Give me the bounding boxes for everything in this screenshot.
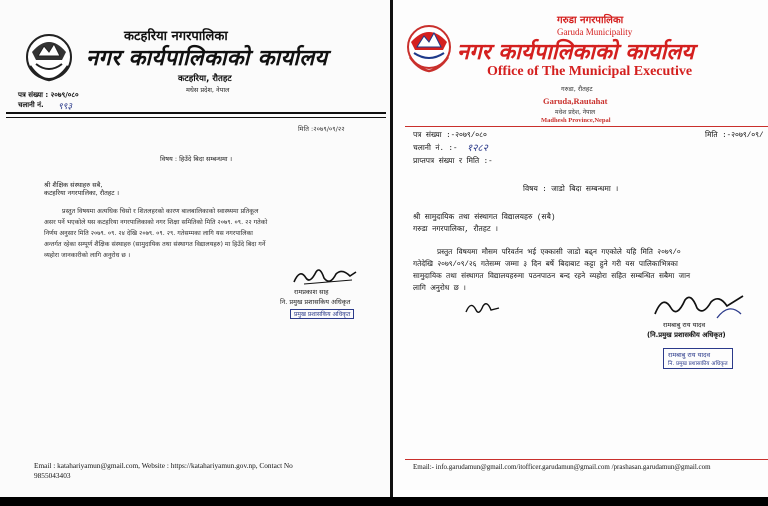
signature-icon xyxy=(651,288,751,324)
subject-line: विषय : जाडो बिदा सम्बन्धमा । xyxy=(523,186,619,194)
dispatch-label: चलानी नं. :- xyxy=(413,145,458,153)
municipality-name: कटहरिया नगरपालिका xyxy=(124,29,228,44)
office-title-np: नगर कार्यपालिकाको कार्यालय xyxy=(457,40,694,65)
province-line: मधेस प्रदेश, नेपाल xyxy=(186,86,230,94)
signatory-name: रामबाबु राय यादव xyxy=(663,321,706,329)
official-stamp: प्रमुख प्रशासकिय अधिकृत xyxy=(290,309,354,319)
body-line: अन्तर्गत रहेका सम्पूर्ण शैक्षिक संस्थाहरु (सामुदायिक तथा संस्थागत विद्यालयहरु) मा हिउँदे बिदा गर्ने xyxy=(44,241,266,248)
province-np: मधेश प्रदेश, नेपाल xyxy=(555,109,596,116)
header-rule xyxy=(6,112,386,114)
signatory-title: नि. प्रमुख प्रशासकिय अधिकृत xyxy=(280,298,351,306)
signature-icon xyxy=(290,264,360,288)
footer-phone: 9855043403 xyxy=(34,471,71,480)
footer-rule xyxy=(405,459,768,460)
recipient-line-1: श्री सामुदायिक तथा संस्थागत विद्यालयहरु (सबै) xyxy=(413,214,556,222)
initials-icon xyxy=(463,298,503,318)
body-line: निर्णय अनुसार मिति २०७९. ०९. २४ देखि २०७९. ०९. २९. गतेसम्मका लागि यस नगरपालिका xyxy=(44,230,253,237)
reference-number: पत्र संख्या :-२०७९/०८० xyxy=(413,132,487,140)
official-stamp xyxy=(663,348,733,369)
subject-line: विषय : हिउँदे बिदा सम्बन्धमा । xyxy=(160,155,233,163)
recipient-line-2: गरुडा नगरपालिका, रौतहट । xyxy=(413,226,498,234)
header-rule xyxy=(405,126,768,127)
nepal-emblem-icon xyxy=(24,30,74,84)
municipality-name-np: गरुडा नगरपालिका xyxy=(557,15,624,26)
body-line: लागि अनुरोध छ । xyxy=(413,285,466,293)
reference-number: पत्र संख्या : २०७९/०८० xyxy=(18,91,79,99)
dispatch-number: १२८२ xyxy=(467,143,488,154)
dispatch-label: चलानी नं. xyxy=(18,101,44,109)
office-title-en: Office of The Municipal Executive xyxy=(487,64,693,79)
received-letter-label: प्राप्तपत्र संख्या र मिति :- xyxy=(413,158,493,166)
letter-date: मिति :-२०७९/०९/ xyxy=(705,132,764,140)
body-line: असर पर्ने भएकोले यस कटहरिया नगरपालिकाको नगर शिक्षा समितिको मिति २०७९. ०९. २२ गतेको xyxy=(44,219,268,226)
stamp-name: रामबाबु राय यादव xyxy=(668,351,711,359)
signatory-name: रामप्रकाश साह xyxy=(294,288,329,296)
letter-date: मिति :२०७९/०९/२२ xyxy=(298,125,345,133)
office-title: नगर कार्यपालिकाको कार्यालय xyxy=(86,46,328,71)
header-rule-thin xyxy=(6,117,386,118)
garuda-letter xyxy=(393,0,768,497)
recipient-line-1: श्री शैक्षिक संस्थाहरु सबै, xyxy=(44,181,103,189)
nepal-emblem-icon xyxy=(405,20,453,74)
province-en: Madhesh Province,Nepal xyxy=(541,117,611,124)
scan-separator xyxy=(390,0,393,497)
footer-contact: Email : katahariyamun@gmail.com, Website : https://katahariyamun.gov.np, Contact No xyxy=(34,461,293,470)
recipient-line-2: कटहरिया नगरपालिका, रौतहट । xyxy=(44,189,120,197)
body-line: प्रस्तुत विषयमा मौसम परिवर्तन भई एक्कासी जाडो बढ्न गएकोले यहि मिति २०७९/० xyxy=(437,249,681,257)
signatory-title: (नि.प्रमुख प्रशासकीय अधिकृत) xyxy=(647,331,726,339)
footer-contact: Email:- info.garudamun@gmail.com/itofficer.garudamun@gmail.com /prashasan.garudamun@gmail.com xyxy=(413,463,711,471)
katahariya-letter xyxy=(0,0,390,497)
address-en: Garuda,Rautahat xyxy=(543,96,608,106)
body-line: व्यहोरा जानकारीको लागि अनुरोध छ । xyxy=(44,252,131,259)
body-line: गतेदेखि २०७९/०९/२६ गतेसम्म जम्मा ३ दिन बर्षे बिदाबाट कट्टा हुने गरी यस पालिकाभित्रका xyxy=(413,261,678,269)
body-line: प्रस्तुत विषयमा अत्यधिक चिसो र शितलहरको कारण बालबालिकाको स्वास्थ्यमा प्रतिकूल xyxy=(62,208,259,215)
address-np: गरुडा, रौतहट xyxy=(561,85,593,93)
dispatch-number: ९९३ xyxy=(58,102,73,112)
municipality-name-en: Garuda Municipality xyxy=(557,27,633,37)
address-line: कटहरिया, रौतहट xyxy=(178,74,232,84)
stamp-title: नि. प्रमुख प्रशासकीय अधिकृत xyxy=(668,361,728,367)
body-line: सामुदायिक तथा संस्थागत विद्यालयहरुमा पठनपाठन बन्द रहने व्यहोरा सहित सम्बन्धित सबैमा जान xyxy=(413,273,691,281)
